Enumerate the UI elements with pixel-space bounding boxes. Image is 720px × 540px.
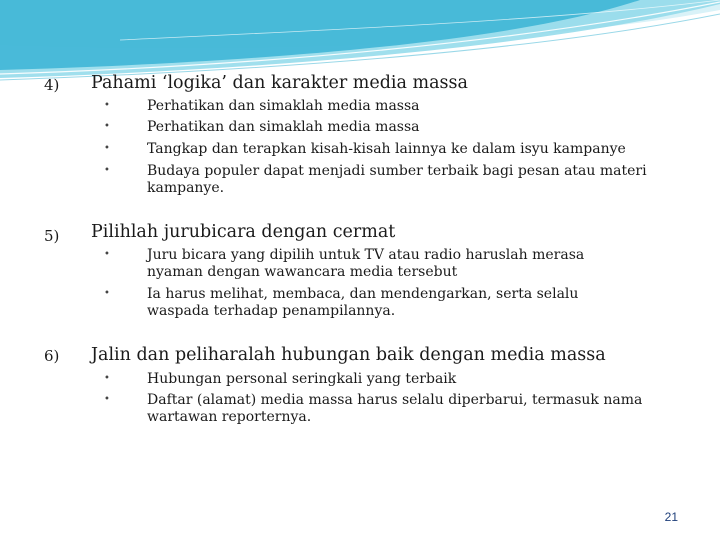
bullet-text: Perhatikan dan simaklah media massa [147,98,420,114]
bullet-text: Tangkap dan terapkan kisah-kisah lainnya ke dalam isyu kampanye [147,141,626,157]
section-number: 6) [44,347,60,365]
bullet-icon: • [104,143,110,154]
bullet-text: Juru bicara yang dipilih untuk TV atau radio haruslah merasa nyaman dengan wawancara media tersebut [147,247,585,280]
bullet-text: Hubungan personal seringkali yang terbaik [147,371,457,387]
bullet-icon: • [104,394,110,405]
bullet-text: Daftar (alamat) media massa harus selalu diperbarui, termasuk nama wartawan reporternya. [147,392,643,425]
bullet-text: Ia harus melihat, membaca, dan mendengarkan, serta selalu waspada terhadap penampilannya. [147,286,579,319]
section-heading: Jalin dan peliharalah hubungan baik dengan media massa [91,345,606,365]
bullet-icon: • [104,121,110,132]
bullet-icon: • [104,165,110,176]
section-number: 4) [44,76,60,94]
bullet-icon: • [104,249,110,260]
bullet-text: Budaya populer dapat menjadi sumber terbaik bagi pesan atau materi kampanye. [147,163,647,196]
bullet-icon: • [104,288,110,299]
bullet-icon: • [104,100,110,111]
bullet-text: Perhatikan dan simaklah media massa [147,119,420,135]
section-number: 5) [44,227,60,245]
section-heading: Pilihlah jurubicara dengan cermat [91,222,396,242]
section-heading: Pahami ‘logika’ dan karakter media massa [91,73,468,93]
bullet-icon: • [104,373,110,384]
page-number: 21 [664,510,678,524]
